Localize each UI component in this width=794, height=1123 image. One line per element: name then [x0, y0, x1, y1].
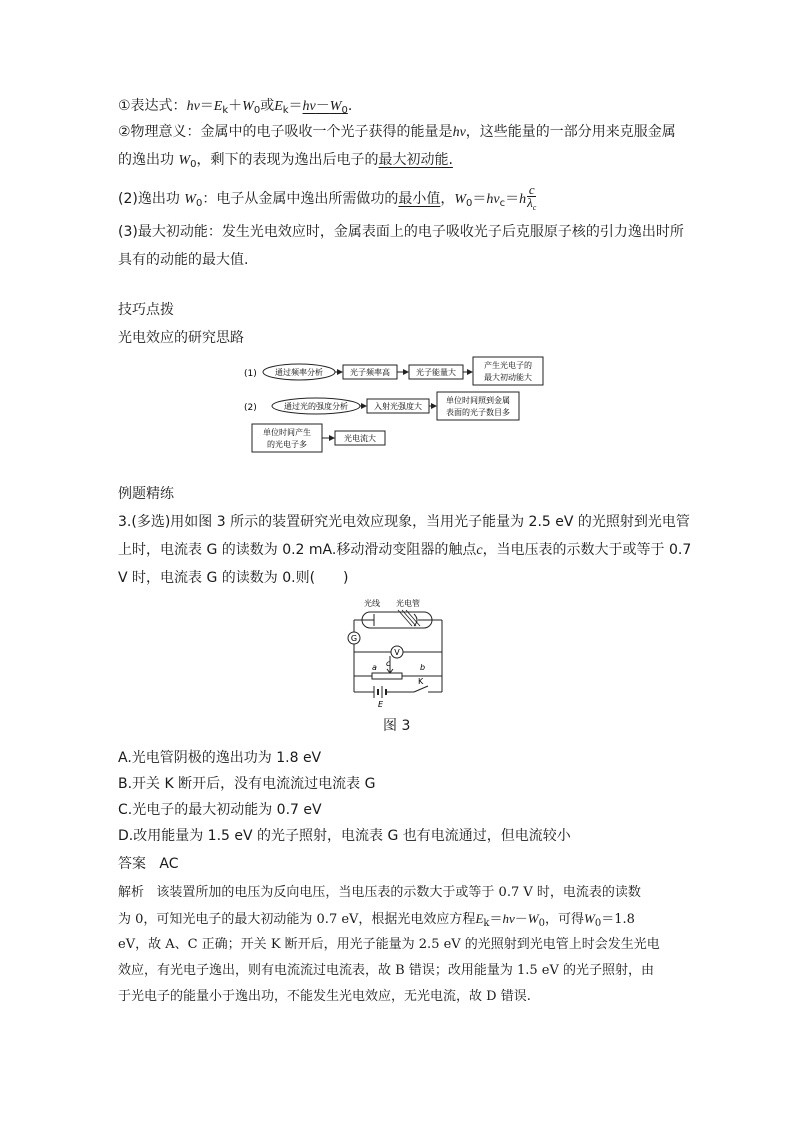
question-line2: 上时，电流表 G 的读数为 0.2 mA.移动滑动变阻器的触点c，当电压表的示数大于或等于 0.7: [118, 542, 692, 558]
answer-label: 答案: [118, 856, 146, 872]
svg-text:单位时间照到金属: 单位时间照到金属: [446, 396, 510, 405]
option-a: A.光电管阴极的逸出功为 1.8 eV: [118, 750, 322, 766]
svg-text:的光电子多: 的光电子多: [267, 440, 307, 449]
svg-text:K: K: [418, 677, 424, 686]
circuit-figure: [338, 592, 458, 708]
tips-subheading: 光电效应的研究思路: [118, 330, 244, 346]
solution-line3: eV，故 A、C 正确；开关 K 断开后，用光子能量为 2.5 eV 的光照射到光电管上时会发生光电: [118, 937, 660, 952]
svg-text:E: E: [378, 700, 384, 708]
expression-line: ①表达式：$h\nu=E_k+W_0$或$E_k=h\nu-W_0$.: [118, 98, 353, 116]
max-ke-line1: (3)最大初动能：发生光电效应时，金属表面上的电子吸收光子后克服原子核的引力逸出时所: [118, 224, 684, 240]
solution-line4: 效应，有光电子逸出，则有电流流过电流表，故 B 错误；改用能量为 1.5 eV 的光子照射，由: [118, 963, 654, 978]
svg-text:入射光强度大: 入射光强度大: [374, 402, 422, 411]
solution-label: 解析: [118, 885, 145, 900]
tips-heading: 技巧点拨: [118, 302, 174, 318]
svg-text:b: b: [420, 663, 426, 672]
svg-text:V: V: [394, 648, 400, 657]
solution-line1: 解析 该装置所加的电压为反向电压，当电压表的示数大于或等于 0.7 V 时，电流表的读数: [118, 885, 641, 900]
option-d: D.改用能量为 1.5 eV 的光子照射，电流表 G 也有电流通过，但电流较小: [118, 828, 571, 844]
physical-meaning-line2: 的逸出功 $W_0$，剩下的表现为逸出后电子的最大初动能.: [118, 152, 453, 170]
svg-text:单位时间产生: 单位时间产生: [263, 428, 311, 437]
physical-meaning-line1: ②物理意义：金属中的电子吸收一个光子获得的能量是hν，这些能量的一部分用来克服金属: [118, 124, 676, 140]
svg-text:a: a: [372, 663, 377, 672]
option-c: C.光电子的最大初动能为 0.7 eV: [118, 802, 322, 818]
expr-label: ①表达式：: [118, 98, 187, 114]
expr-or: 或: [260, 98, 275, 114]
row1-oval-label: 通过频率分析: [275, 368, 323, 377]
svg-text:光子能量大: 光子能量大: [416, 368, 456, 377]
row2-number: (2): [244, 403, 257, 413]
label-light: 光线: [364, 599, 380, 608]
answer-value: AC: [159, 856, 179, 872]
option-b: B.开关 K 断开后，没有电流流过电流表 G: [118, 776, 376, 792]
question-line3: V 时，电流表 G 的读数为 0.则( ): [118, 570, 349, 586]
svg-text:G: G: [350, 634, 358, 643]
row1-number: (1): [244, 369, 257, 379]
svg-text:光子频率高: 光子频率高: [350, 368, 390, 377]
svg-text:表面的光子数目多: 表面的光子数目多: [446, 408, 510, 417]
rheostat: [372, 673, 402, 679]
svg-text:最大初动能大: 最大初动能大: [484, 373, 532, 382]
row2-oval-label: 通过光的强度分析: [284, 402, 348, 411]
max-ke-line2: 具有的动能的最大值.: [118, 252, 249, 268]
switch-k: [414, 686, 428, 692]
svg-text:c: c: [386, 659, 391, 668]
label-tube: 光电管: [396, 599, 420, 608]
figure-caption: 图 3: [383, 718, 411, 734]
solution-line2: 为 0，可知光电子的最大初动能为 0.7 eV，根据光电效应方程$E_k=h\nu-W_0$，可得$W_0=1.8$: [118, 911, 635, 929]
example-heading: 例题精练: [118, 486, 174, 502]
svg-text:光电流大: 光电流大: [344, 434, 376, 443]
svg-text:产生光电子的: 产生光电子的: [484, 361, 532, 370]
solution-line5: 于光电子的能量小于逸出功，不能发生光电效应，无光电流，故 D 错误.: [118, 989, 531, 1004]
flow-diagram: [240, 352, 560, 456]
question-line1: 3.(多选)用如图 3 所示的装置研究光电效应现象，当用光子能量为 2.5 eV 的光照射到光电管: [118, 514, 690, 530]
answer-line: [118, 854, 178, 874]
work-function-line: (2)逸出功 $W_0$：电子从金属中逸出所需做功的最小值，$W_0=h\nu_c=h$ $\frac{c}{\lambda_c}$: [118, 182, 537, 212]
